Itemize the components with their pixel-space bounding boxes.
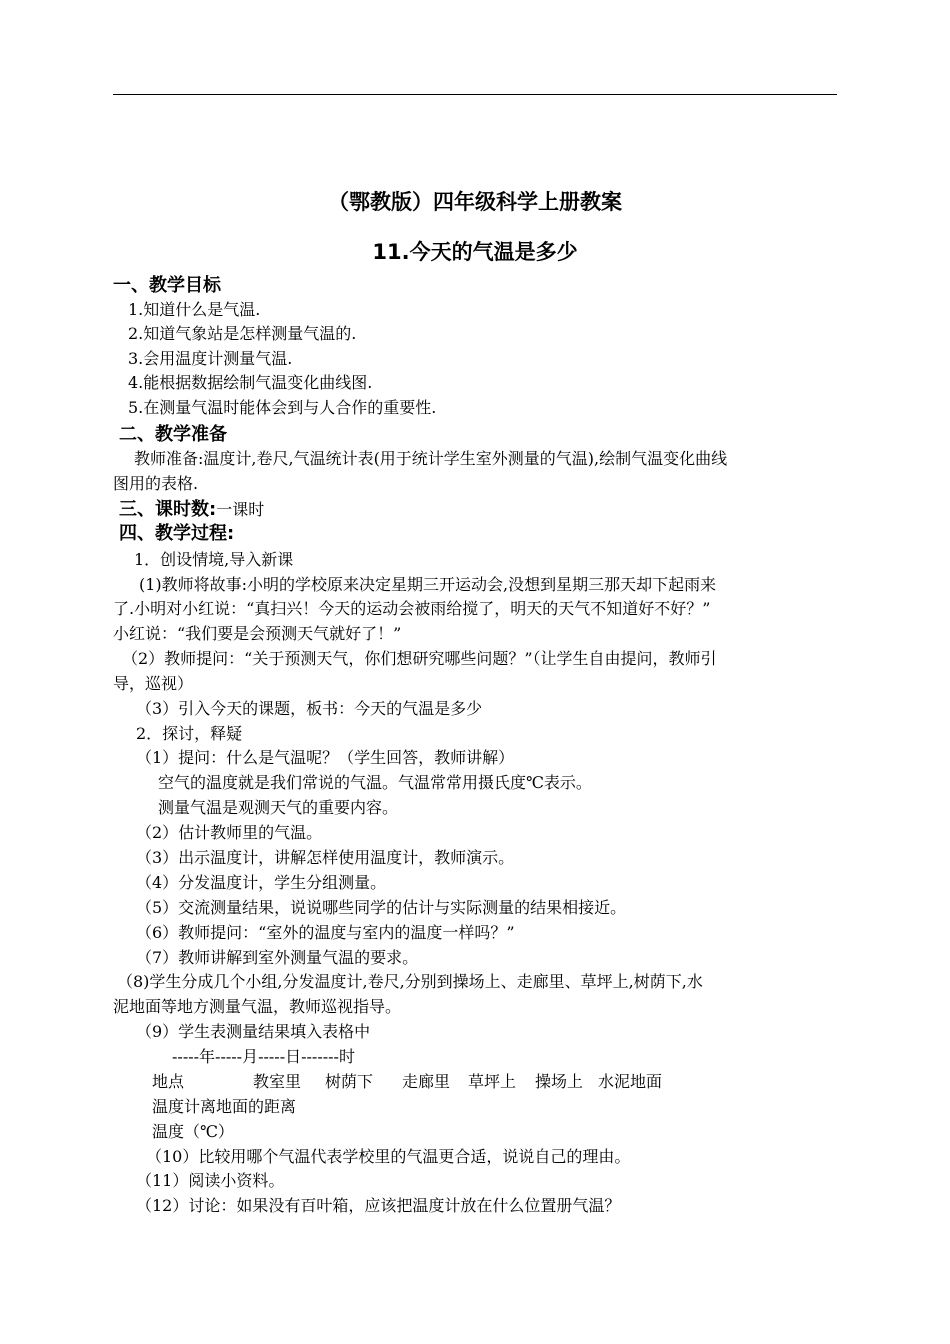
prep-heading: 二、教学准备 bbox=[119, 424, 227, 445]
step2-item8-line1: （8)学生分成几个小组,分发温度计,卷尺,分别到操场上、走廊里、草坪上,树荫下,水 bbox=[117, 972, 703, 991]
step2-item: （6）教师提问：“室外的温度与室内的温度一样吗？” bbox=[136, 923, 515, 942]
prep-text-line1: 教师准备:温度计,卷尺,气温统计表(用于统计学生室外测量的气温),绘制气温变化曲线 bbox=[134, 449, 728, 468]
step1-para2-line2: 导，巡视） bbox=[113, 674, 194, 693]
goal-item: 1.知道什么是气温. bbox=[128, 300, 261, 319]
place-cell: 草坪上 bbox=[468, 1072, 517, 1091]
document-title: （鄂教版）四年级科学上册教案 bbox=[328, 190, 622, 214]
table-header-row bbox=[0, 1070, 950, 1094]
lesson-title: 11.今天的气温是多少 bbox=[372, 240, 578, 264]
step1-para3: （3）引入今天的课题，板书：今天的气温是多少 bbox=[136, 699, 483, 718]
goal-item: 4.能根据数据绘制气温变化曲线图. bbox=[128, 373, 373, 392]
goal-item: 2.知道气象站是怎样测量气温的. bbox=[128, 324, 357, 343]
date-line: -----年-----月-----日-------时 bbox=[172, 1047, 355, 1066]
goals-heading: 一、教学目标 bbox=[113, 275, 221, 296]
step2-item: （7）教师讲解到室外测量气温的要求。 bbox=[136, 948, 419, 967]
goal-item: 3.会用温度计测量气温. bbox=[128, 349, 293, 368]
step2-item: （3）出示温度计，讲解怎样使用温度计，教师演示。 bbox=[136, 848, 515, 867]
place-cell: 水泥地面 bbox=[598, 1072, 663, 1091]
hours-heading: 三、课时数: bbox=[119, 499, 217, 520]
place-label: 地点 bbox=[152, 1072, 185, 1091]
step2-subitem: 测量气温是观测天气的重要内容。 bbox=[158, 798, 399, 817]
process-heading: 四、教学过程: bbox=[119, 523, 235, 544]
step1-para1-line2: 了.小明对小红说：“真扫兴！今天的运动会被雨给搅了，明天的天气不知道好不好？” bbox=[113, 599, 711, 618]
step1-para1-line1: (1)教师将故事:小明的学校原来决定星期三开运动会,没想到星期三那天却下起雨来 bbox=[139, 575, 717, 594]
step2-subitem: 空气的温度就是我们常说的气温。气温常常用摄氏度℃表示。 bbox=[158, 773, 592, 792]
step2-item: （12）讨论：如果没有百叶箱，应该把温度计放在什么位置册气温？ bbox=[136, 1196, 621, 1215]
hours-value: 一课时 bbox=[216, 500, 265, 519]
place-cell: 操场上 bbox=[535, 1072, 584, 1091]
step1-title: 1．创设情境,导入新课 bbox=[134, 550, 294, 569]
place-cell: 教室里 bbox=[253, 1072, 302, 1091]
header-rule bbox=[113, 94, 837, 95]
step2-title: 2．探讨，释疑 bbox=[136, 724, 243, 743]
place-cell: 走廊里 bbox=[402, 1072, 451, 1091]
height-label: 温度计离地面的距离 bbox=[152, 1097, 297, 1116]
step2-item: （10）比较用哪个气温代表学校里的气温更合适，说说自己的理由。 bbox=[146, 1147, 631, 1166]
prep-text-line2: 图用的表格. bbox=[113, 474, 199, 493]
step2-item: （4）分发温度计，学生分组测量。 bbox=[136, 873, 387, 892]
step2-item: （9）学生表测量结果填入表格中 bbox=[136, 1022, 371, 1041]
step2-item: （1）提问：什么是气温呢？（学生回答，教师讲解） bbox=[136, 748, 515, 767]
step2-item: （2）估计教师里的气温。 bbox=[136, 823, 323, 842]
hours-row bbox=[119, 498, 264, 522]
step2-item: （5）交流测量结果，说说哪些同学的估计与实际测量的结果相接近。 bbox=[136, 898, 627, 917]
goal-item: 5.在测量气温时能体会到与人合作的重要性. bbox=[128, 398, 437, 417]
temperature-label: 温度（℃） bbox=[152, 1122, 234, 1141]
step1-para2-line1: （2）教师提问：“关于预测天气，你们想研究哪些问题？”（让学生自由提问，教师引 bbox=[122, 649, 717, 668]
step2-item8-line2: 泥地面等地方测量气温，教师巡视指导。 bbox=[113, 997, 402, 1016]
step1-para1-line3: 小红说：“我们要是会预测天气就好了！” bbox=[113, 624, 402, 643]
place-cell: 树荫下 bbox=[325, 1072, 374, 1091]
step2-item: （11）阅读小资料。 bbox=[136, 1171, 285, 1190]
